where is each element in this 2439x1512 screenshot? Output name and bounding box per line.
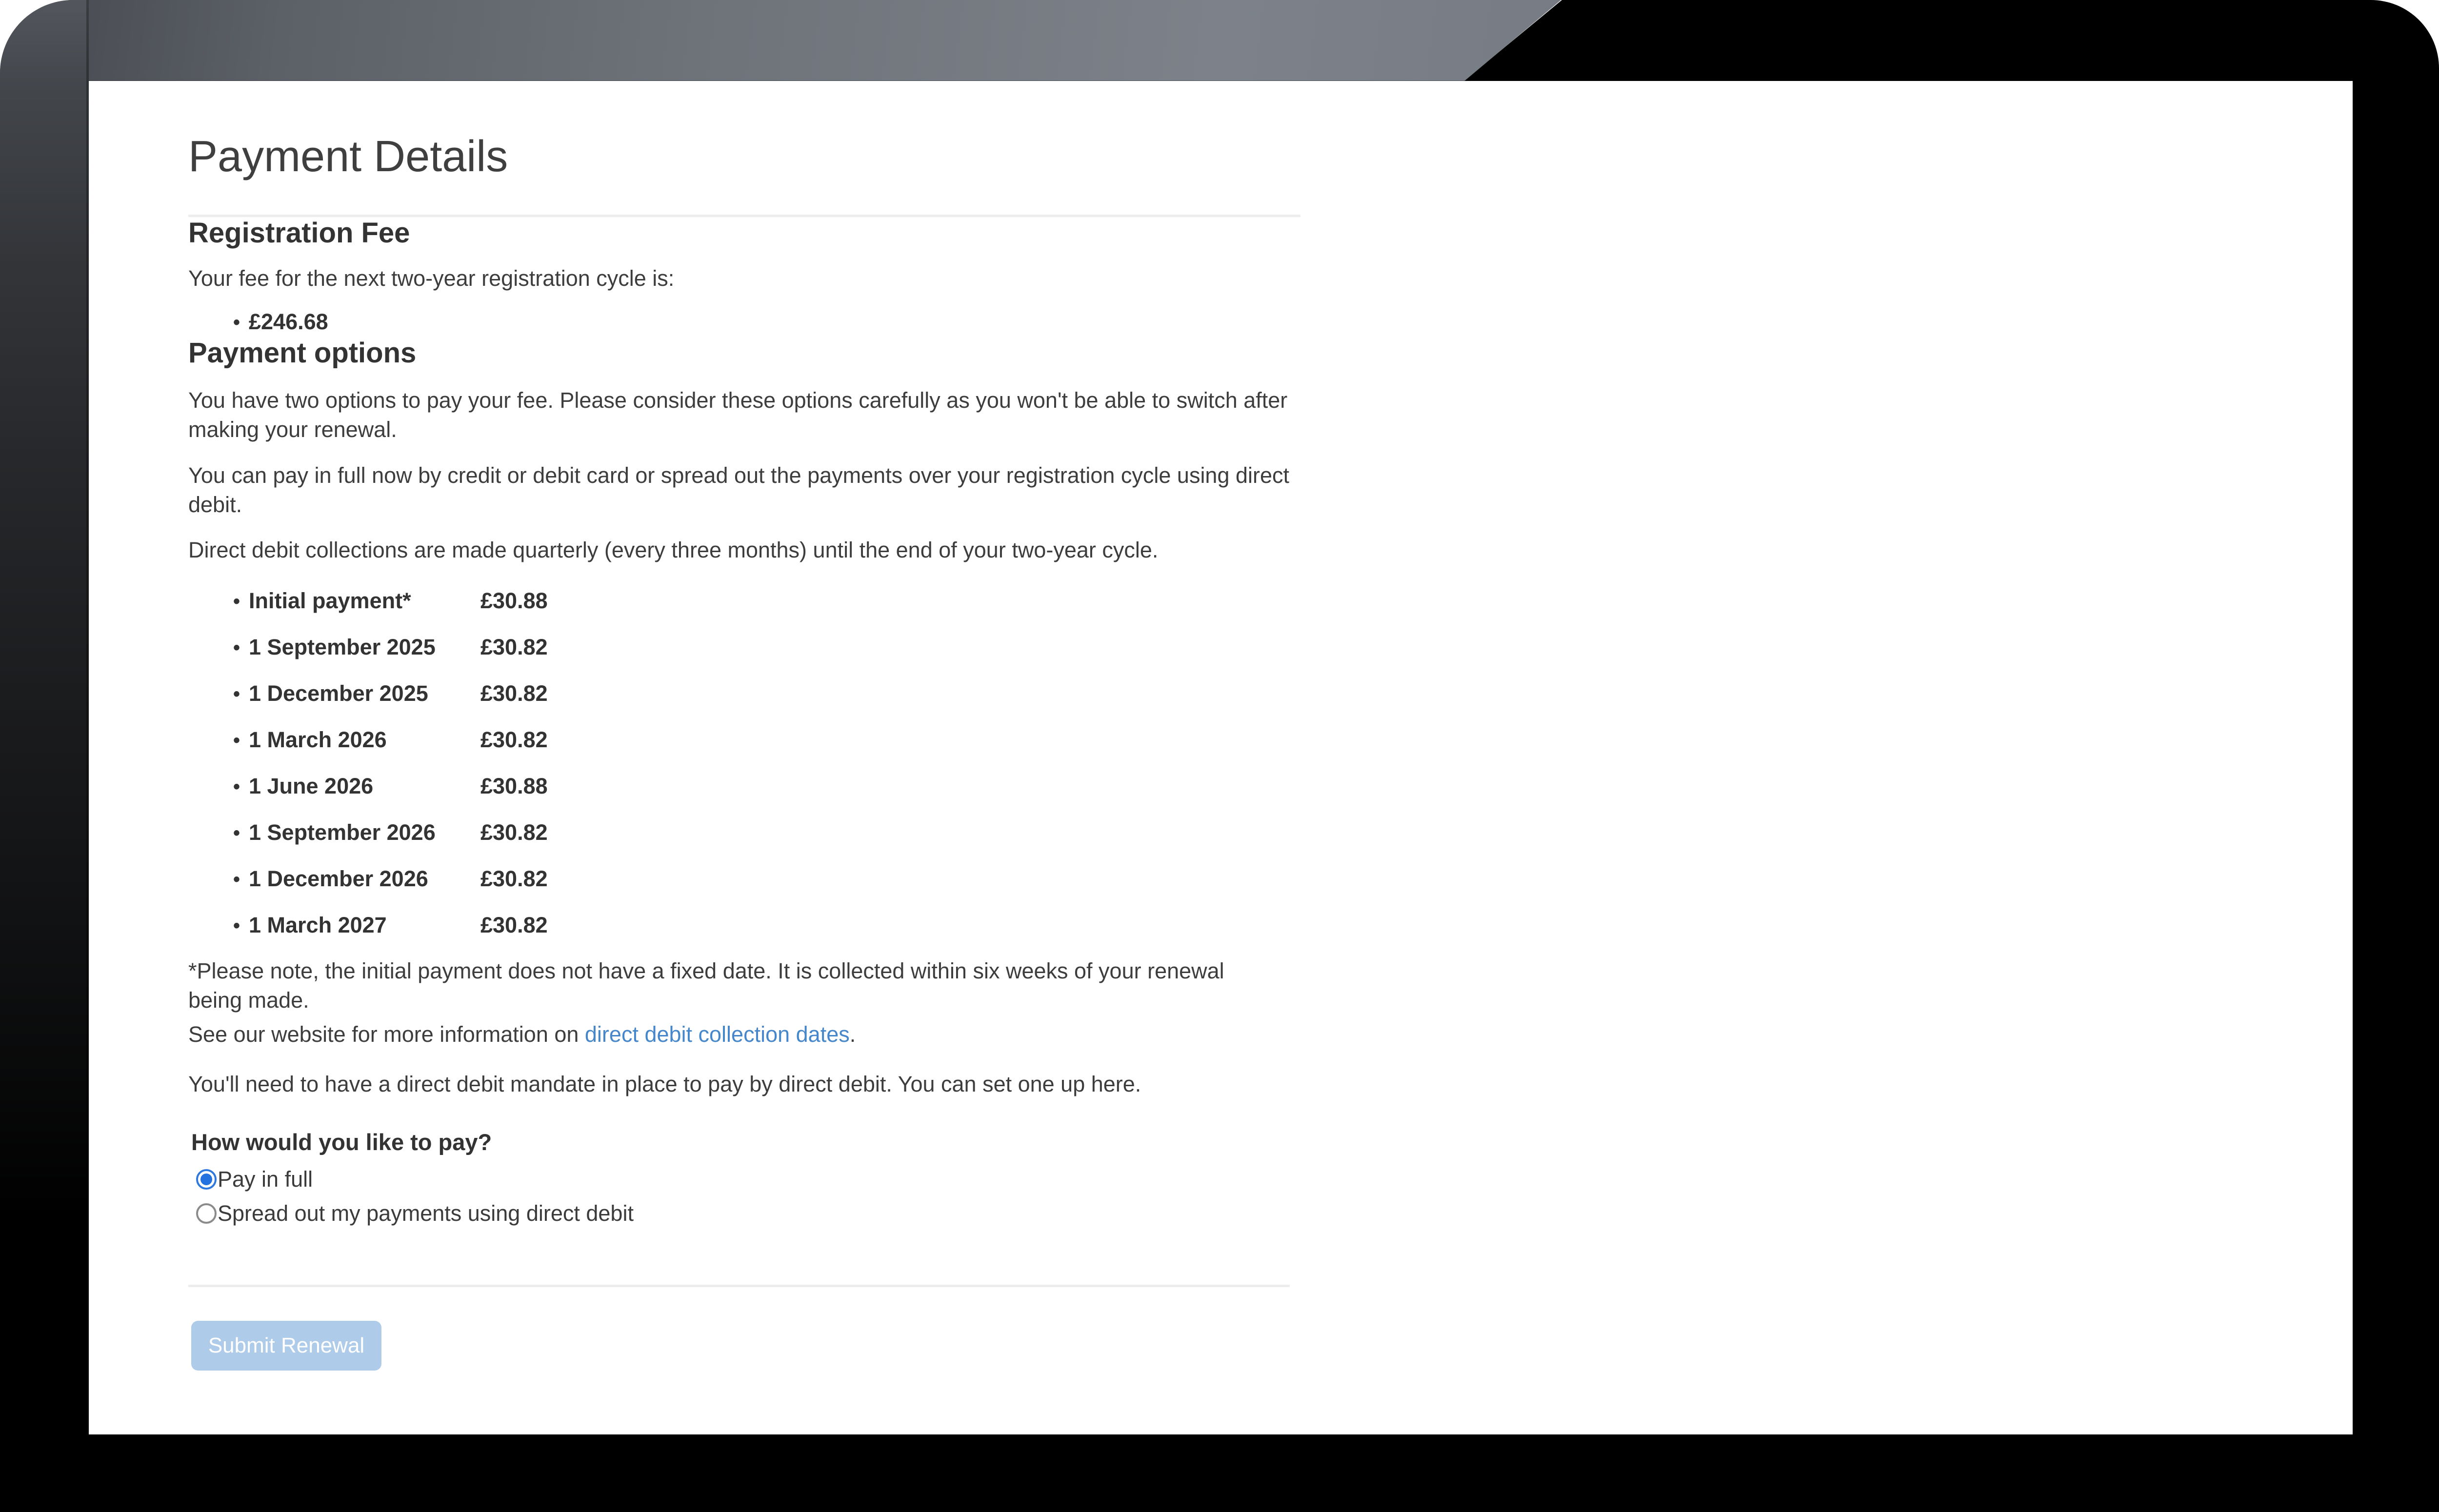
monitor-bezel-top: [0, 0, 1561, 84]
mandate-info-line: You'll need to have a direct debit mandate in place to pay by direct debit. You can set one up here.: [188, 1071, 1141, 1096]
fee-amount-value: £246.68: [249, 309, 328, 335]
payment-options-paragraph-3: Direct debit collections are made quarterly (every three months) until the end of your two-year cycle.: [188, 537, 1159, 562]
registration-fee-heading: Registration Fee: [188, 217, 410, 249]
bullet-icon: [233, 678, 249, 709]
initial-payment-footnote: *Please note, the initial payment does not have a fixed date. It is collected within six weeks of your renewal being made.: [188, 958, 1224, 1013]
schedule-row: • 1 June 2026 £30.88: [188, 771, 1300, 801]
payment-options-paragraph-1: You have two options to pay your fee. Please consider these options carefully as you won't be able to switch after making your renewal.: [188, 387, 1288, 442]
pay-in-full-option[interactable]: [196, 1166, 1300, 1193]
schedule-row: • Initial payment* £30.88: [188, 586, 1300, 616]
spread-payments-label[interactable]: Spread out my payments using direct debit: [218, 1200, 634, 1226]
bullet-icon: [233, 771, 249, 801]
monitor-bezel-left: [0, 0, 89, 1434]
bullet-icon: [233, 910, 249, 940]
registration-fee-amount: [188, 307, 1300, 337]
bullet-icon: [233, 817, 249, 848]
bullet-icon: [233, 632, 249, 662]
direct-debit-schedule: [188, 586, 1300, 940]
bezel-black-bottom: [0, 1434, 1468, 1512]
payment-options-heading: Payment options: [188, 337, 417, 369]
footer-divider: [188, 1285, 1290, 1287]
schedule-row: • 1 September 2025 £30.82: [188, 632, 1300, 662]
schedule-row: • 1 December 2025 £30.82: [188, 678, 1300, 709]
bullet-icon: [233, 307, 249, 337]
website-info-line: See our website for more information on direct debit collection dates.: [188, 1021, 856, 1047]
payment-details-page: [89, 81, 2353, 1434]
page-title: Payment Details: [188, 132, 508, 181]
submit-renewal-button[interactable]: Submit Renewal: [191, 1321, 381, 1371]
schedule-row: • 1 December 2026 £30.82: [188, 864, 1300, 894]
schedule-row: • 1 March 2026 £30.82: [188, 725, 1300, 755]
direct-debit-collection-dates-link[interactable]: direct debit collection dates: [584, 1021, 850, 1047]
registration-fee-intro: Your fee for the next two-year registration cycle is:: [188, 266, 675, 291]
spread-payments-option[interactable]: [196, 1200, 1300, 1227]
pay-in-full-label[interactable]: Pay in full: [218, 1166, 313, 1192]
bullet-icon: [233, 864, 249, 894]
page-content: [188, 81, 1300, 1371]
radio-unselected-icon[interactable]: [196, 1203, 217, 1224]
bullet-icon: [233, 725, 249, 755]
schedule-row: • 1 March 2027 £30.82: [188, 910, 1300, 940]
how-pay-question: How would you like to pay?: [191, 1129, 492, 1155]
radio-selected-icon[interactable]: [196, 1169, 217, 1190]
schedule-row: • 1 September 2026 £30.82: [188, 817, 1300, 848]
payment-options-paragraph-2: You can pay in full now by credit or debit card or spread out the payments over your registration cycle using direct debit.: [188, 462, 1290, 517]
bullet-icon: [233, 586, 249, 616]
radio-dot: [200, 1174, 212, 1185]
